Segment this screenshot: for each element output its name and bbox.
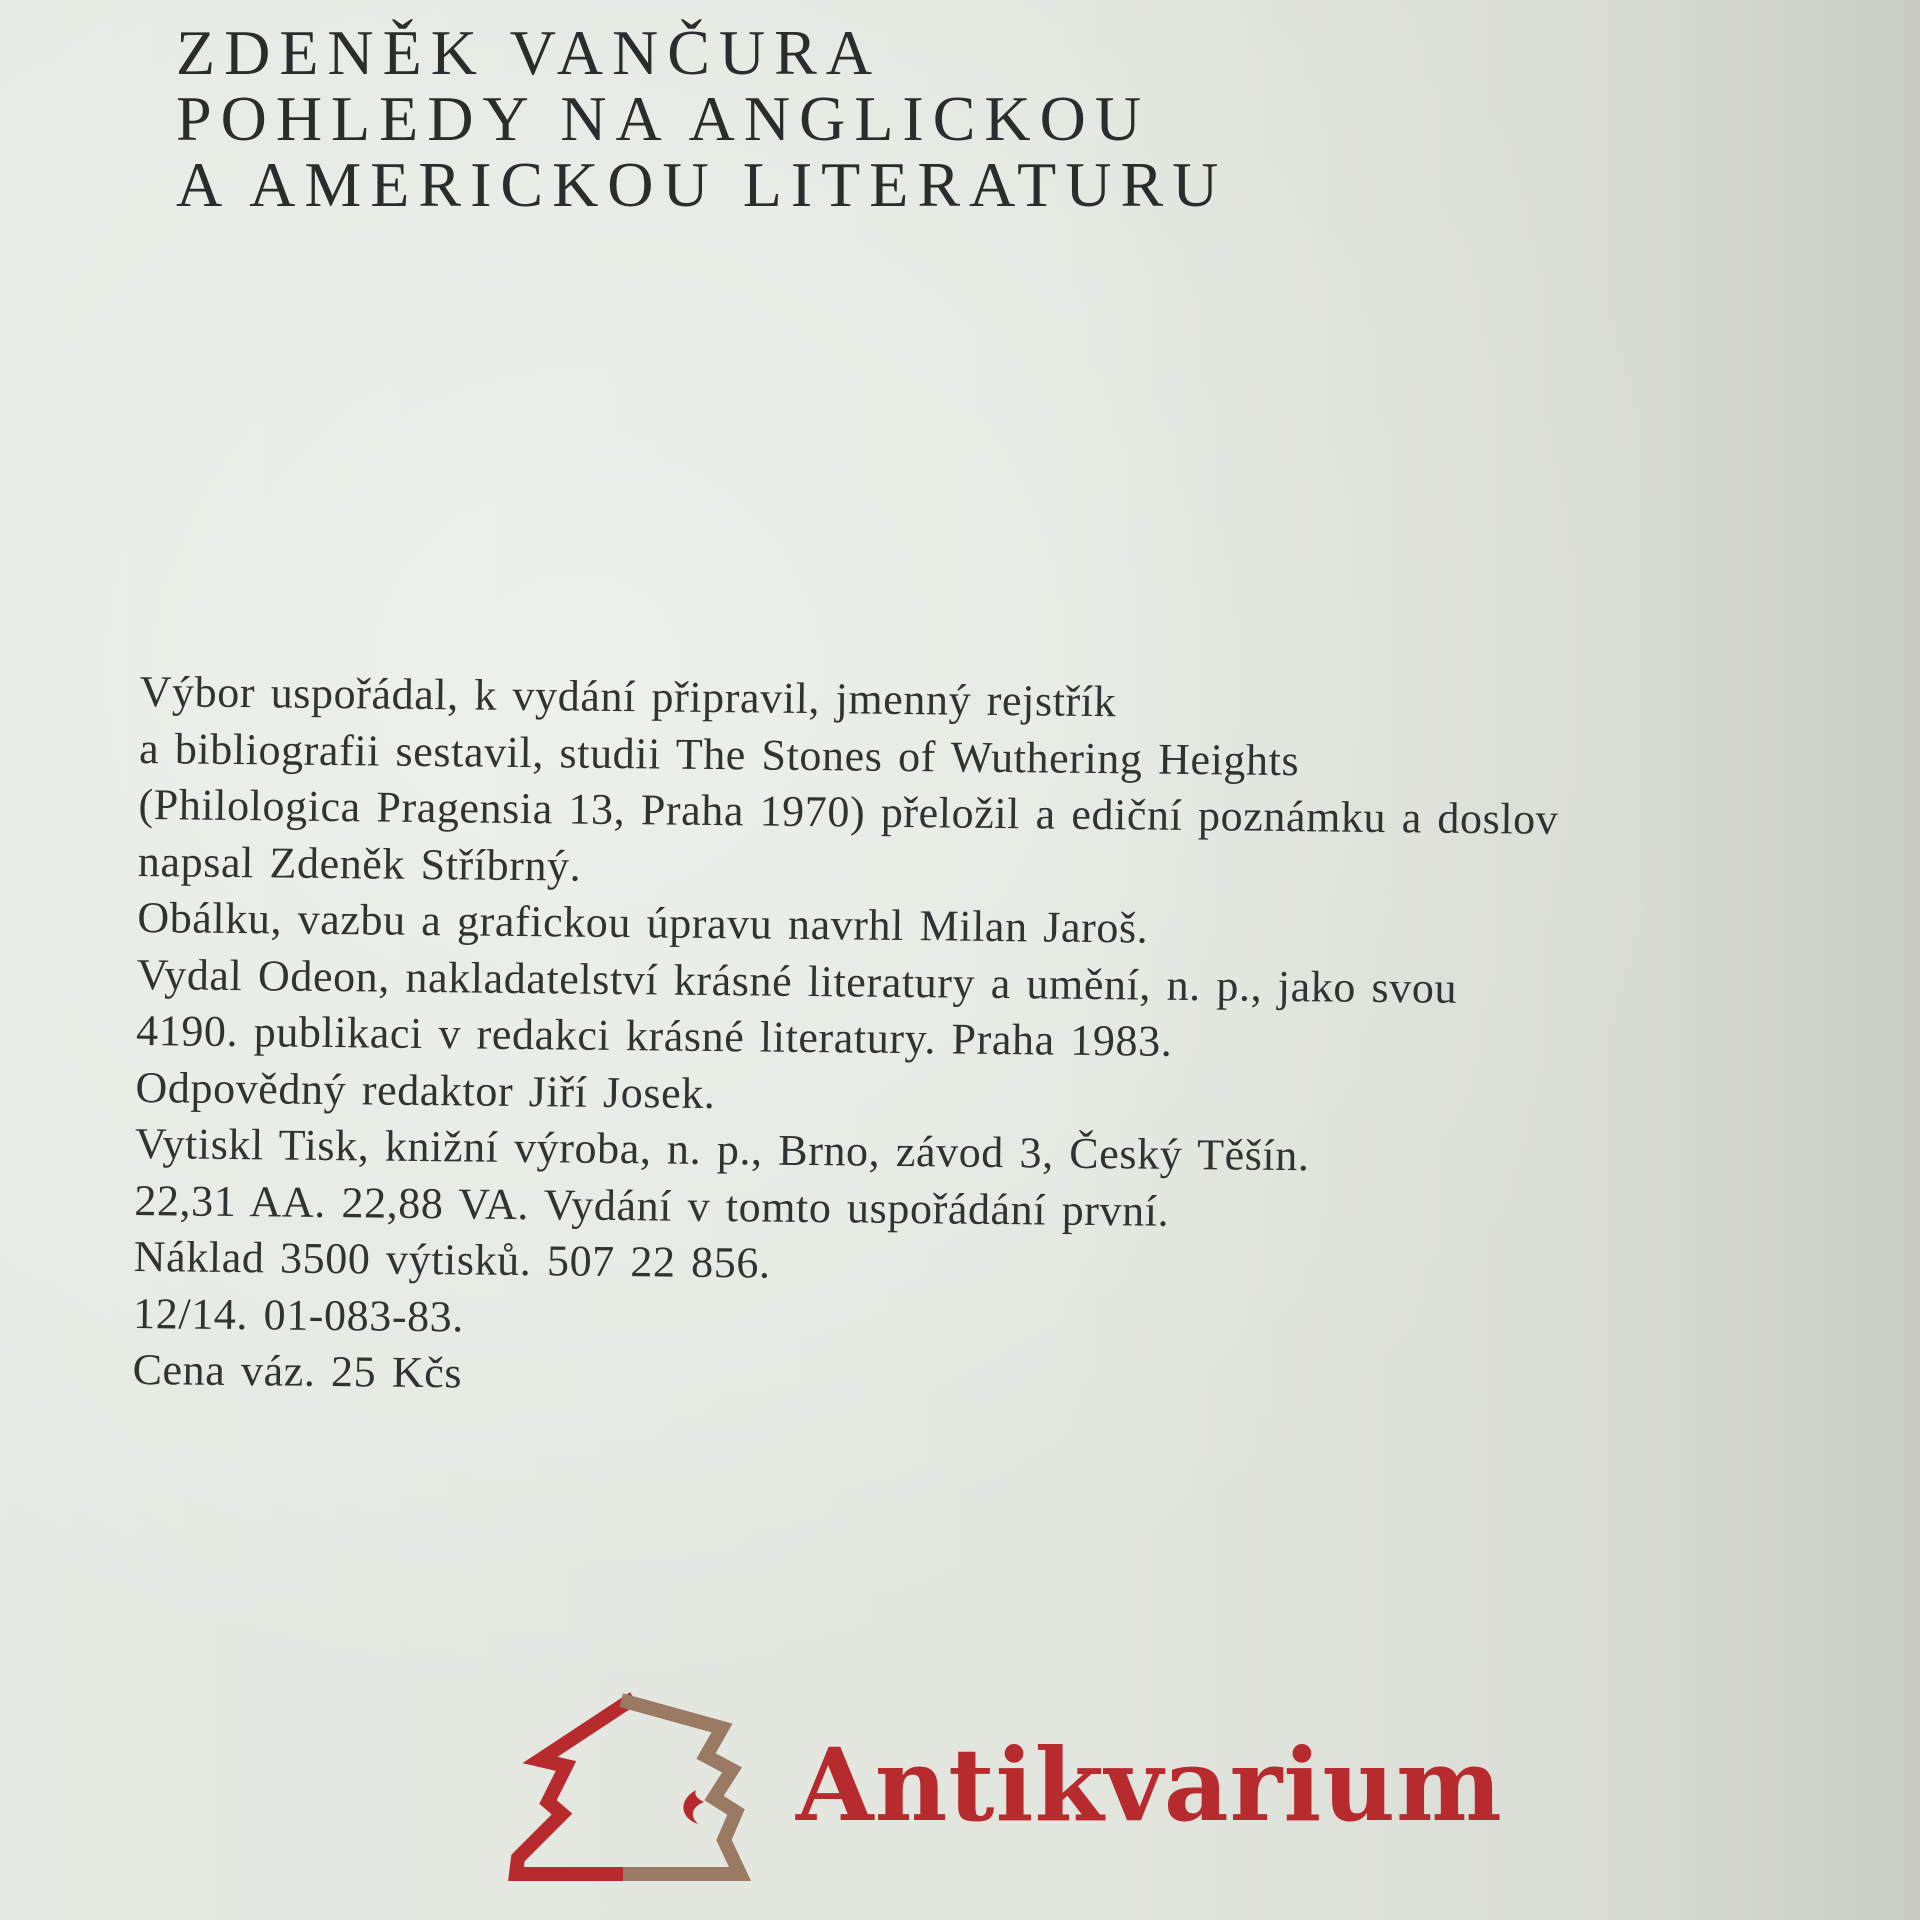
imprint-line: Náklad 3500 výtisků. 507 22 856. [133, 1231, 771, 1288]
imprint-line: Vytiskl Tisk, knižní výroba, n. p., Brno, závod 3, Český Těšín. [134, 1118, 1310, 1181]
imprint-line: Cena váz. 25 Kčs [132, 1344, 463, 1398]
title-block [176, 17, 1476, 220]
book-title-line-2: A AMERICKOU LITERATURU [176, 149, 1228, 220]
author-name: ZDENĚK VANČURA [176, 17, 881, 88]
antikvarium-watermark [500, 1690, 1503, 1890]
imprint-line: 22,31 AA. 22,88 VA. Vydání v tomto uspořádání první. [134, 1175, 1170, 1236]
imprint-line: 12/14. 01-083-83. [132, 1288, 465, 1341]
house-logo-icon [500, 1690, 760, 1890]
imprint-line: Výbor uspořádal, k vydání připravil, jmenný rejstřík [139, 666, 1117, 727]
imprint-line: Odpovědný redaktor Jiří Josek. [135, 1062, 716, 1118]
imprint-line: Vydal Odeon, nakladatelství krásné literatury a umění, n. p., jako svou [136, 949, 1458, 1013]
imprint-text [132, 664, 1820, 1416]
imprint-line: 4190. publikaci v redakci krásné literatury. Praha 1983. [135, 1005, 1173, 1066]
imprint-line: a bibliografii sestavil, studii The Stones of Wuthering Heights [138, 723, 1300, 785]
imprint-line: Obálku, vazbu a grafickou úpravu navrhl Milan Jaroš. [137, 892, 1149, 953]
antikvarium-logo-text: Antikvarium [796, 1726, 1503, 1844]
imprint-line: (Philologica Pragensia 13, Praha 1970) přeložil a ediční poznámku a doslov [138, 779, 1559, 844]
book-title-line-1: POHLEDY NA ANGLICKOU [176, 83, 1151, 154]
imprint-line: napsal Zdeněk Stříbrný. [137, 836, 582, 891]
